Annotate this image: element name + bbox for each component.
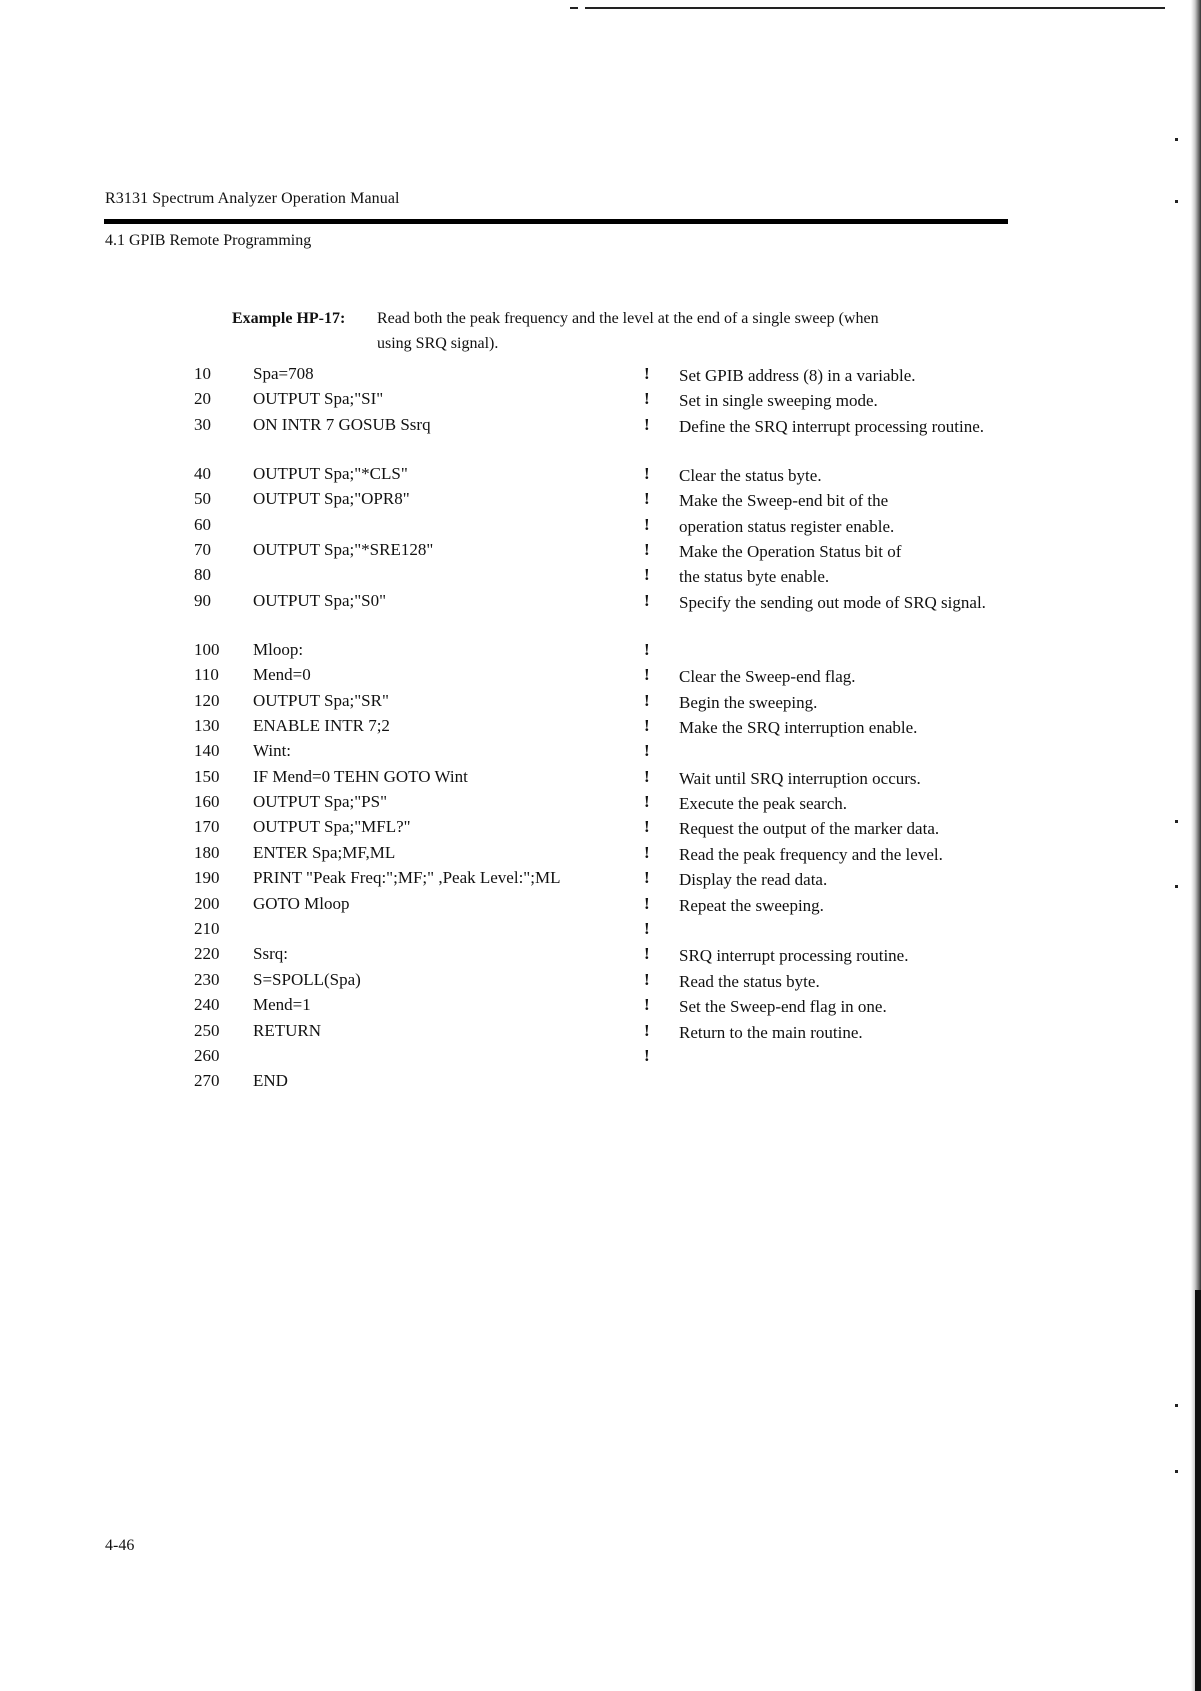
line-number: 60: [194, 514, 211, 534]
code-line: [0, 364, 1201, 389]
comment-marker: !: [644, 766, 650, 786]
code-line: [0, 970, 1201, 995]
comment: Specify the sending out mode of SRQ signal.: [679, 592, 986, 612]
statement: OUTPUT Spa;"SI": [253, 389, 384, 409]
comment-marker: !: [644, 995, 650, 1015]
comment: Clear the status byte.: [679, 465, 822, 485]
comment-marker: !: [644, 715, 650, 735]
line-number: 70: [194, 539, 211, 559]
code-line: [0, 1071, 1201, 1096]
scan-speck: [1175, 1470, 1178, 1473]
example-description: Read both the peak frequency and the level at the end of a single sweep (when: [377, 310, 879, 327]
comment: Set in single sweeping mode.: [679, 391, 878, 411]
statement: RETURN: [253, 1020, 321, 1040]
comment-marker: !: [644, 364, 650, 383]
statement: ON INTR 7 GOSUB Ssrq: [253, 414, 431, 434]
comment: Read the peak frequency and the level.: [679, 844, 943, 864]
comment-marker: !: [644, 792, 650, 812]
comment: SRQ interrupt processing routine.: [679, 946, 909, 966]
line-number: 130: [194, 715, 220, 735]
statement: Wint:: [253, 741, 292, 761]
code-line: [0, 540, 1201, 565]
comment-marker: !: [644, 868, 650, 888]
line-number: 180: [194, 842, 220, 862]
scan-speck: [1175, 138, 1178, 141]
line-number: 250: [194, 1020, 220, 1040]
comment-marker: !: [644, 463, 650, 483]
line-number: 110: [194, 665, 219, 685]
scan-speck: [1175, 200, 1178, 203]
line-number: 260: [194, 1045, 220, 1065]
code-line: [0, 894, 1201, 919]
statement: PRINT "Peak Freq:";MF;" ,Peak Level:";ML: [253, 868, 561, 888]
code-line: [0, 565, 1201, 590]
statement: OUTPUT Spa;"S0": [253, 590, 387, 610]
line-number: 20: [194, 389, 211, 409]
scan-mark: [570, 7, 578, 9]
code-line: [0, 944, 1201, 969]
comment: operation status register enable.: [679, 516, 895, 536]
statement: Mend=1: [253, 995, 311, 1015]
manual-title: R3131 Spectrum Analyzer Operation Manual: [105, 190, 400, 207]
comment-marker: !: [644, 817, 650, 837]
code-line: [0, 515, 1201, 540]
comment-marker: !: [644, 919, 650, 939]
code-line: [0, 792, 1201, 817]
comment-marker: !: [644, 639, 650, 659]
line-number: 200: [194, 893, 220, 913]
page-number: 4-46: [105, 1537, 135, 1554]
comment-marker: !: [644, 741, 650, 761]
line-number: 140: [194, 741, 220, 761]
scan-edge-bar: [1195, 1290, 1201, 1691]
comment: Repeat the sweeping.: [679, 895, 824, 915]
comment: Make the Sweep-end bit of the: [679, 491, 889, 511]
comment-marker: !: [644, 590, 650, 610]
comment: Clear the Sweep-end flag.: [679, 667, 856, 687]
scan-speck: [1175, 1404, 1178, 1407]
comment: Wait until SRQ interruption occurs.: [679, 768, 921, 788]
comment-marker: !: [644, 893, 650, 913]
statement: ENABLE INTR 7;2: [253, 715, 390, 735]
line-number: 50: [194, 489, 211, 509]
comment-marker: !: [644, 690, 650, 710]
line-number: 230: [194, 969, 220, 989]
example-description-continued: using SRQ signal).: [377, 335, 499, 352]
comment-marker: !: [644, 842, 650, 862]
statement: OUTPUT Spa;"MFL?": [253, 817, 411, 837]
comment-marker: !: [644, 565, 650, 585]
code-line: [0, 640, 1201, 665]
statement: END: [253, 1071, 288, 1091]
example-label: Example HP-17:: [232, 310, 346, 327]
statement: ENTER Spa;MF,ML: [253, 842, 396, 862]
line-number: 80: [194, 565, 211, 585]
comment: Make the SRQ interruption enable.: [679, 717, 918, 737]
statement: Mloop:: [253, 639, 304, 659]
comment: Return to the main routine.: [679, 1022, 863, 1042]
code-line: [0, 691, 1201, 716]
section-title: 4.1 GPIB Remote Programming: [105, 232, 312, 249]
comment-marker: !: [644, 665, 650, 685]
comment: Make the Operation Status bit of: [679, 541, 902, 561]
code-line: [0, 415, 1201, 464]
code-line: [0, 817, 1201, 842]
example-caption: [232, 306, 1012, 356]
line-number: 10: [194, 364, 211, 383]
comment-marker: !: [644, 489, 650, 509]
comment-marker: !: [644, 514, 650, 534]
statement: S=SPOLL(Spa): [253, 969, 361, 989]
comment: Set the Sweep-end flag in one.: [679, 997, 887, 1017]
comment-marker: !: [644, 539, 650, 559]
comment: Set GPIB address (8) in a variable.: [679, 366, 916, 385]
line-number: 210: [194, 919, 220, 939]
statement: OUTPUT Spa;"SR": [253, 690, 389, 710]
program-listing: [0, 364, 1201, 1097]
line-number: 270: [194, 1071, 220, 1091]
statement: OUTPUT Spa;"OPR8": [253, 489, 410, 509]
code-line: [0, 868, 1201, 893]
comment: Define the SRQ interrupt processing routine.: [679, 416, 984, 436]
line-number: 30: [194, 414, 211, 434]
code-line: [0, 741, 1201, 766]
statement: Spa=708: [253, 364, 314, 383]
comment-marker: !: [644, 389, 650, 409]
code-line: [0, 464, 1201, 489]
code-line: [0, 767, 1201, 792]
comment-marker: !: [644, 1020, 650, 1040]
line-number: 190: [194, 868, 220, 888]
code-line: [0, 389, 1201, 414]
line-number: 90: [194, 590, 211, 610]
statement: GOTO Mloop: [253, 893, 350, 913]
code-line: [0, 1021, 1201, 1046]
statement: OUTPUT Spa;"*CLS": [253, 463, 408, 483]
comment: Read the status byte.: [679, 971, 820, 991]
statement: OUTPUT Spa;"*SRE128": [253, 539, 434, 559]
code-line: [0, 591, 1201, 640]
line-number: 120: [194, 690, 220, 710]
statement: IF Mend=0 TEHN GOTO Wint: [253, 766, 468, 786]
line-number: 40: [194, 463, 211, 483]
statement: Mend=0: [253, 665, 311, 685]
comment-marker: !: [644, 414, 650, 434]
code-line: [0, 1046, 1201, 1071]
comment: Request the output of the marker data.: [679, 819, 940, 839]
code-line: [0, 843, 1201, 868]
code-line: [0, 995, 1201, 1020]
line-number: 220: [194, 944, 220, 964]
comment-marker: !: [644, 969, 650, 989]
code-line: [0, 489, 1201, 514]
comment-marker: !: [644, 944, 650, 964]
comment: Begin the sweeping.: [679, 692, 818, 712]
line-number: 240: [194, 995, 220, 1015]
comment-marker: !: [644, 1045, 650, 1065]
code-line: [0, 919, 1201, 944]
line-number: 100: [194, 639, 220, 659]
statement: Ssrq:: [253, 944, 288, 964]
comment: Display the read data.: [679, 870, 828, 890]
header-divider: [104, 219, 1008, 224]
code-line: [0, 716, 1201, 741]
code-line: [0, 665, 1201, 690]
comment: Execute the peak search.: [679, 794, 848, 814]
statement: OUTPUT Spa;"PS": [253, 792, 388, 812]
line-number: 160: [194, 792, 220, 812]
line-number: 150: [194, 766, 220, 786]
line-number: 170: [194, 817, 220, 837]
comment: the status byte enable.: [679, 567, 830, 587]
scan-edge-line: [585, 7, 1165, 9]
